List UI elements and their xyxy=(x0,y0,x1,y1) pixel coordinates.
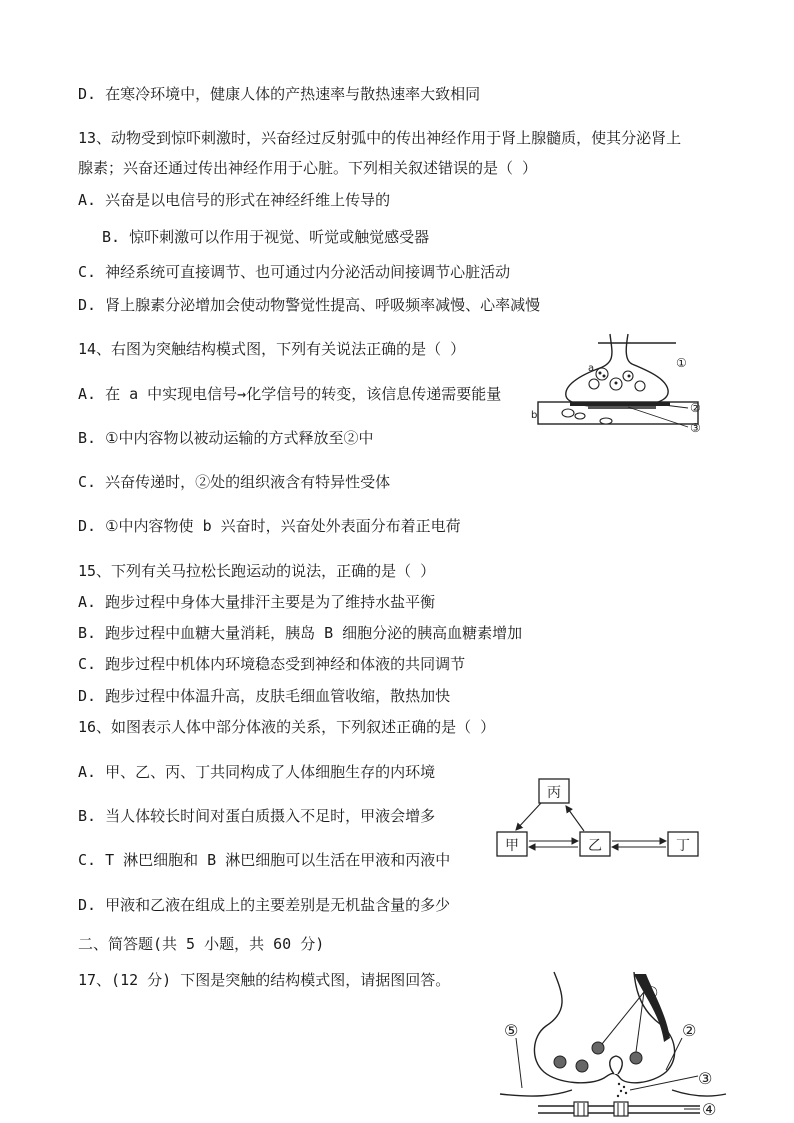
q17-label-2: ② xyxy=(682,1021,697,1040)
q16-box-yi: 乙 xyxy=(588,838,602,854)
q16-option-b: B. 当人体较长时间对蛋白质摄入不足时，甲液会增多 xyxy=(78,807,436,825)
section-2-heading: 二、简答题(共 5 小题，共 60 分) xyxy=(78,935,325,953)
q16-option-a: A. 甲、乙、丙、丁共同构成了人体细胞生存的内环境 xyxy=(78,763,436,781)
q13-option-a: A. 兴奋是以电信号的形式在神经纤维上传导的 xyxy=(78,191,391,209)
q17-synapse-figure xyxy=(494,966,730,1123)
q16-stem: 16、如图表示人体中部分体液的关系，下列叙述正确的是（ ） xyxy=(78,718,496,736)
q16-box-bing: 丙 xyxy=(547,785,561,801)
q13-stem-line2: 腺素；兴奋还通过传出神经作用于心脏。下列相关叙述错误的是（ ） xyxy=(78,159,538,177)
q14-stem: 14、右图为突触结构模式图，下列有关说法正确的是（ ） xyxy=(78,340,466,358)
q15-option-c: C. 跑步过程中机体内环境稳态受到神经和体液的共同调节 xyxy=(78,655,466,673)
q12-option-d: D. 在寒冷环境中，健康人体的产热速率与散热速率大致相同 xyxy=(78,85,481,103)
q15-stem: 15、下列有关马拉松长跑运动的说法，正确的是（ ） xyxy=(78,562,436,580)
q13-option-c: C. 神经系统可直接调节、也可通过内分泌活动间接调节心脏活动 xyxy=(78,263,511,281)
q14-label-a: a xyxy=(588,363,595,374)
q15-option-a: A. 跑步过程中身体大量排汗主要是为了维持水盐平衡 xyxy=(78,593,436,611)
q17-label-5: ⑤ xyxy=(504,1021,519,1040)
q14-label-1: ① xyxy=(676,356,687,370)
q14-option-b: B. ①中内容物以被动运输的方式释放至②中 xyxy=(78,429,374,447)
q13-option-d: D. 肾上腺素分泌增加会使动物警觉性提高、呼吸频率减慢、心率减慢 xyxy=(78,296,541,314)
q16-option-d: D. 甲液和乙液在组成上的主要差别是无机盐含量的多少 xyxy=(78,896,451,914)
q15-option-b: B. 跑步过程中血糖大量消耗，胰岛 B 细胞分泌的胰高血糖素增加 xyxy=(78,624,523,642)
q16-box-jia: 甲 xyxy=(505,838,519,854)
q17-label-1: ① xyxy=(644,983,659,1002)
q14-label-b: b xyxy=(531,410,538,421)
q14-option-c: C. 兴奋传递时，②处的组织液含有特异性受体 xyxy=(78,473,391,491)
q16-option-c: C. T 淋巴细胞和 B 淋巴细胞可以生活在甲液和丙液中 xyxy=(78,851,451,869)
q14-label-3: ③ xyxy=(690,421,701,435)
q15-option-d: D. 跑步过程中体温升高，皮肤毛细血管收缩，散热加快 xyxy=(78,687,451,705)
q17-label-4: ④ xyxy=(702,1100,717,1119)
q16-body-fluid-diagram xyxy=(494,776,706,862)
q16-box-ding: 丁 xyxy=(676,838,690,854)
q14-label-2: ② xyxy=(690,401,701,415)
q14-option-d: D. ①中内容物使 b 兴奋时，兴奋处外表面分布着正电荷 xyxy=(78,517,461,535)
q14-option-a: A. 在 a 中实现电信号→化学信号的转变，该信息传递需要能量 xyxy=(78,385,502,403)
q13-stem-line1: 13、动物受到惊吓刺激时，兴奋经过反射弧中的传出神经作用于肾上腺髓质，使其分泌肾上 xyxy=(78,129,682,147)
q13-option-b: B. 惊吓刺激可以作用于视觉、听觉或触觉感受器 xyxy=(102,228,430,246)
q14-synapse-figure xyxy=(528,330,718,440)
q17-label-3: ③ xyxy=(698,1069,713,1088)
q17-stem: 17、(12 分) 下图是突触的结构模式图，请据图回答。 xyxy=(78,971,451,989)
